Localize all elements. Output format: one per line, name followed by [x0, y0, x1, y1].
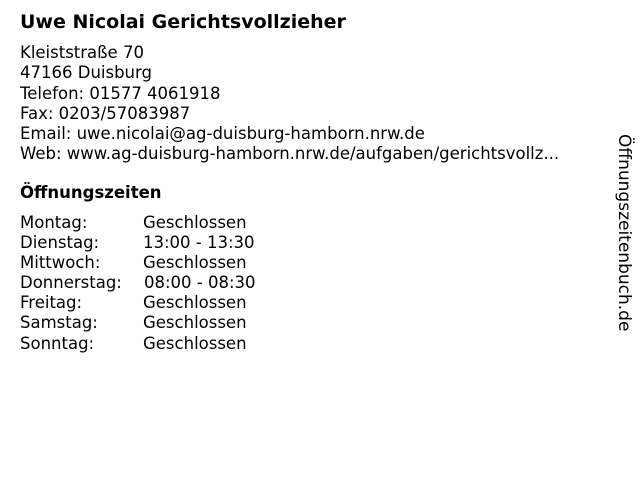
hours-time-value: Geschlossen	[143, 293, 247, 313]
hours-day-label: Donnerstag:	[20, 273, 122, 293]
hours-time-value: Geschlossen	[143, 213, 247, 232]
hours-day-label: Dienstag:	[20, 233, 100, 253]
brand-watermark	[612, 134, 636, 334]
street-address: Kleiststraße 70	[20, 43, 144, 62]
hours-day-label: Sonntag:	[20, 333, 95, 353]
opening-hours-heading: Öffnungszeiten	[20, 183, 162, 202]
website-url: Web: www.ag-duisburg-hamborn.nrw.de/aufgaben/gerichtsvollz...	[20, 144, 560, 164]
brand-name: Öffnungszeitenbuch.de	[614, 134, 634, 332]
hours-day-label: Montag:	[20, 213, 88, 232]
hours-time-value: 08:00 - 08:30	[144, 273, 256, 293]
hours-day-label: Mittwoch:	[20, 253, 101, 273]
hours-day-label: Freitag:	[20, 293, 83, 313]
listing-title: Uwe Nicolai Gerichtsvollzieher	[20, 11, 346, 33]
hours-day-label: Samstag:	[20, 313, 98, 333]
email-address: Email: uwe.nicolai@ag-duisburg-hamborn.nrw.de	[20, 124, 425, 144]
hours-time-value: 13:00 - 13:30	[143, 233, 255, 253]
fax-number: Fax: 0203/57083987	[20, 103, 191, 123]
hours-time-value: Geschlossen	[143, 313, 247, 333]
city-address: 47166 Duisburg	[20, 63, 152, 83]
hours-time-value: Geschlossen	[143, 333, 247, 353]
phone-number: Telefon: 01577 4061918	[20, 83, 221, 103]
contact-block	[20, 43, 605, 165]
hours-time-value: Geschlossen	[143, 253, 247, 273]
